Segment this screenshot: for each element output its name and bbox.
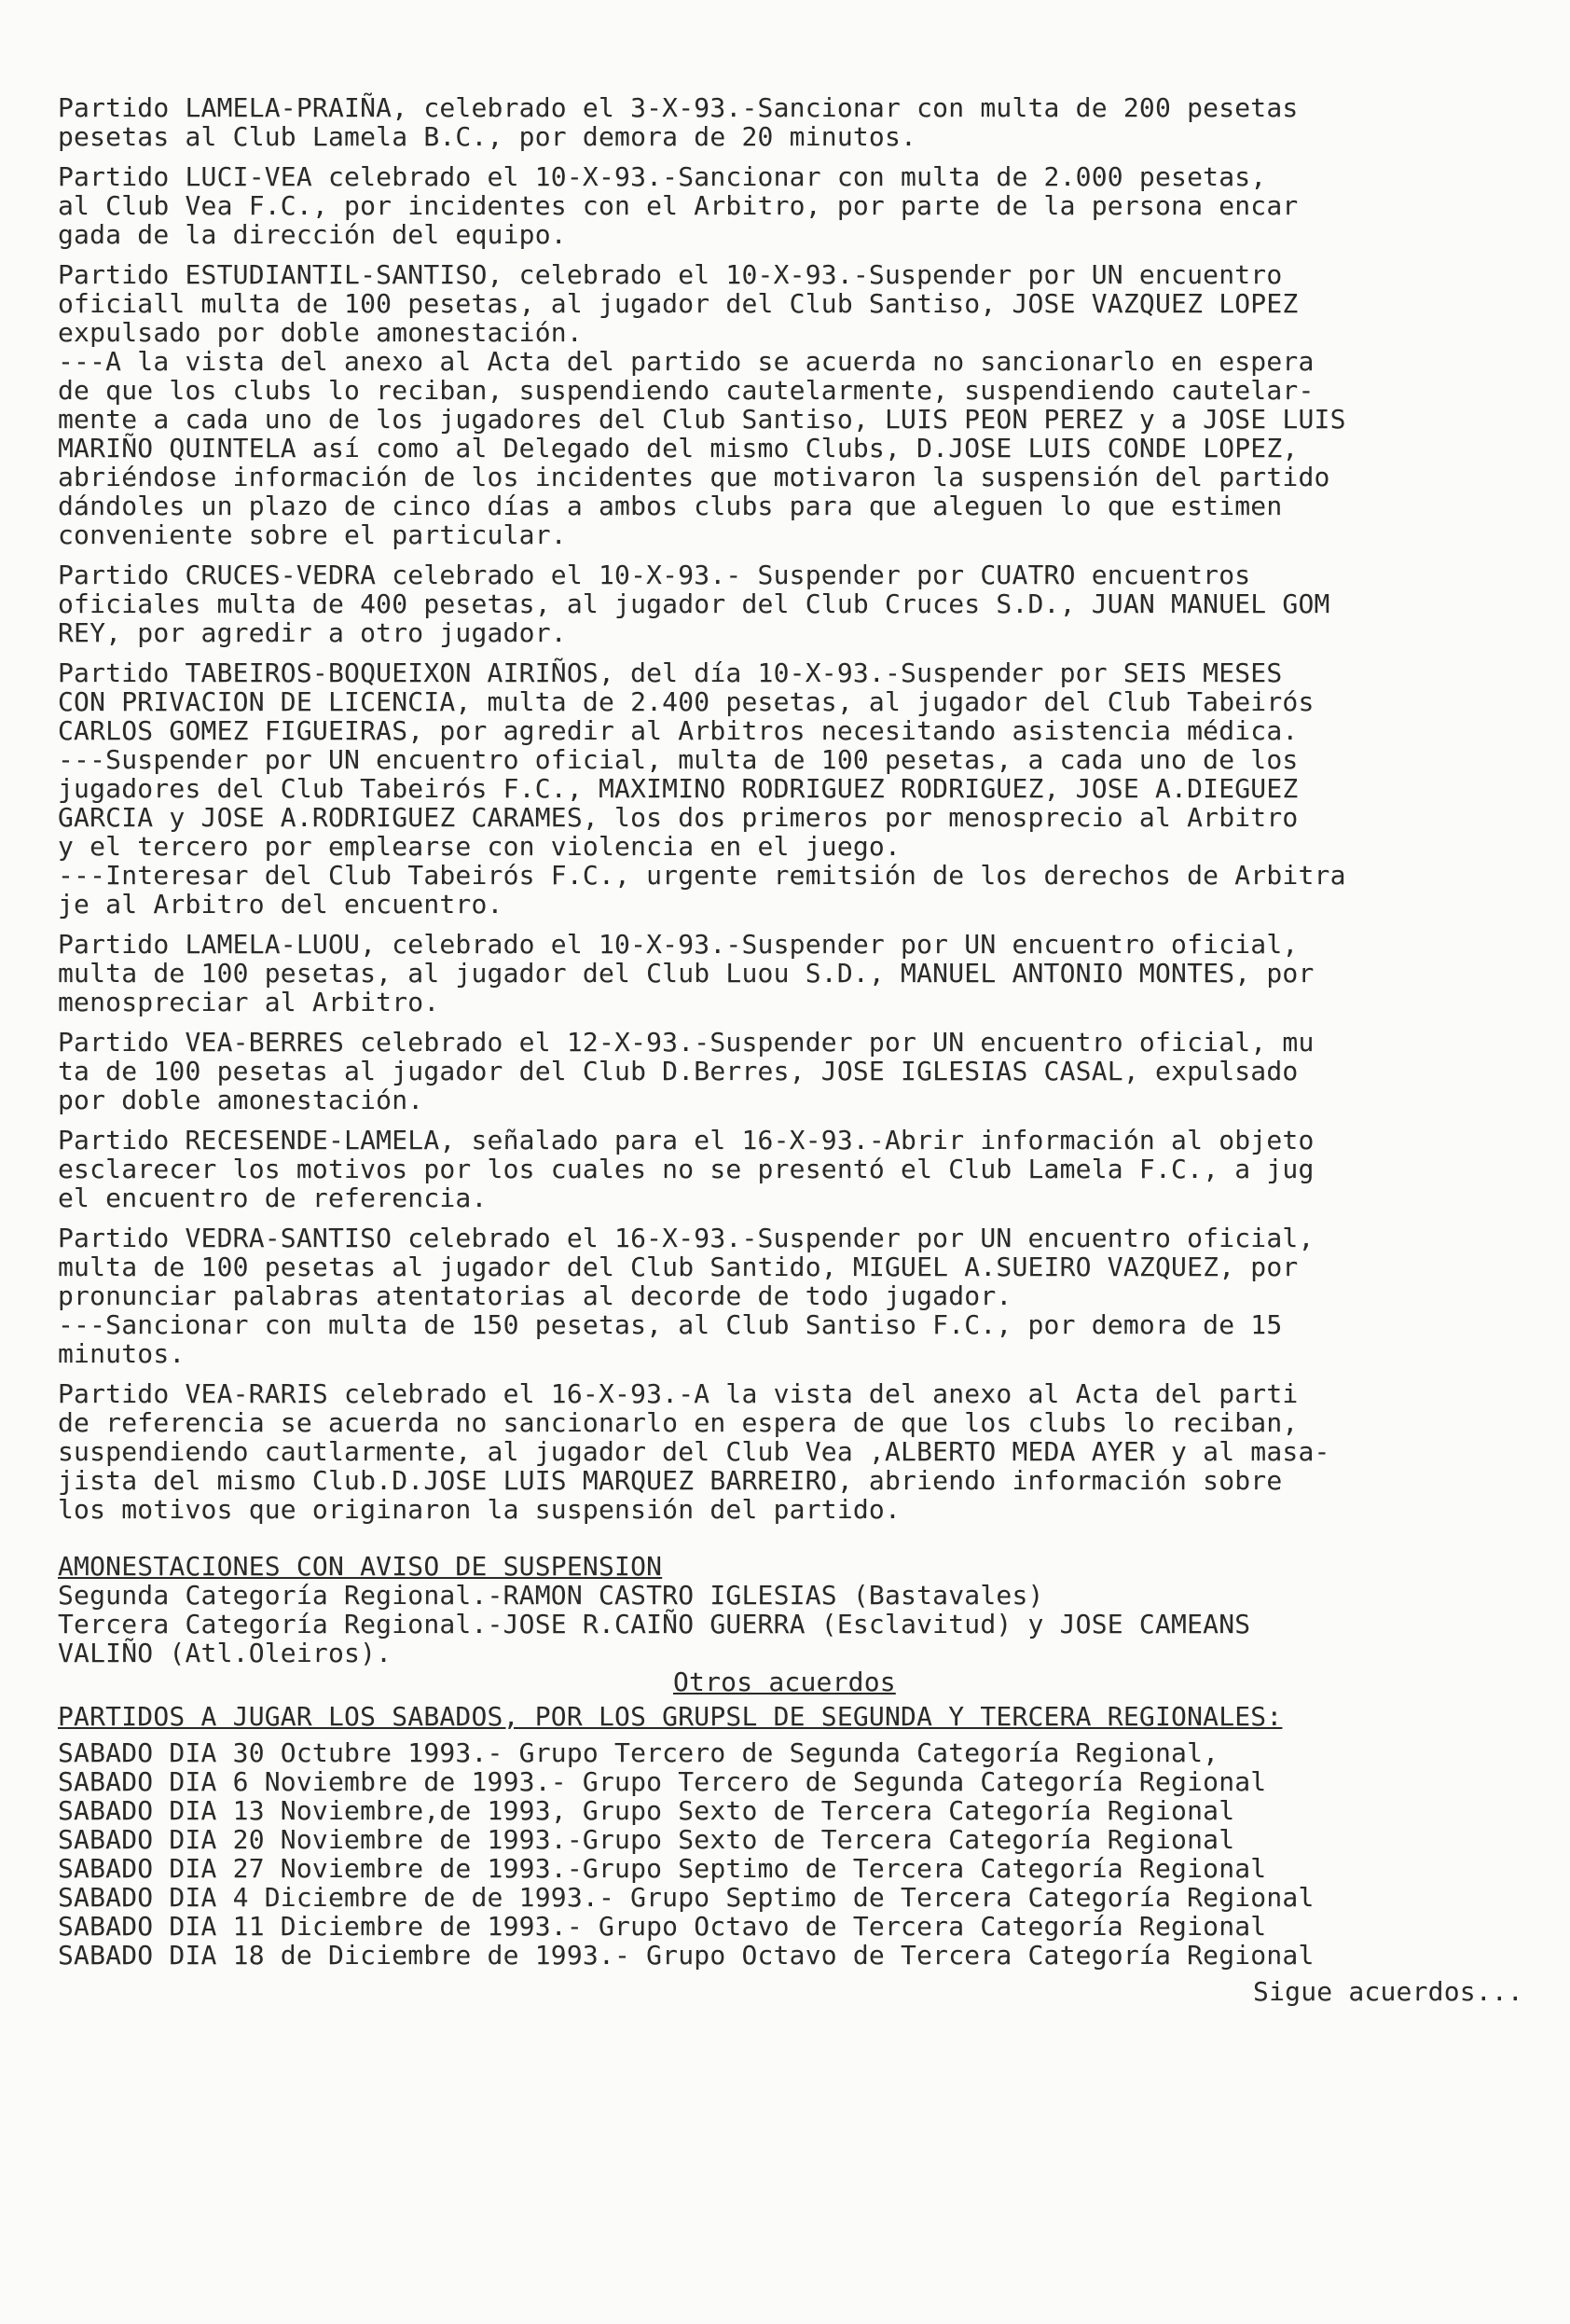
text-line: multa de 100 pesetas al jugador del Club Santido, MIGUEL A.SUEIRO VAZQUEZ, por <box>58 1252 1299 1282</box>
text-line: Partido VEA-BERRES celebrado el 12-X-93.-Suspender por UN encuentro oficial, mu <box>58 1027 1315 1058</box>
text-line: al Club Vea F.C., por incidentes con el Arbitro, por parte de la persona encar <box>58 190 1299 221</box>
text-line: por doble amonestación. <box>58 1085 424 1115</box>
text-line: oficiales multa de 400 pesetas, al jugador del Club Cruces S.D., JUAN MANUEL GOM <box>58 588 1330 619</box>
text-line: expulsado por doble amonestación. <box>58 317 583 348</box>
text-line: de referencia se acuerda no sancionarlo en espera de que los clubs lo reciban, <box>58 1407 1299 1438</box>
section-subheading: PARTIDOS A JUGAR LOS SABADOS, POR LOS GRUPSL DE SEGUNDA Y TERCERA REGIONALES: <box>58 1701 1283 1732</box>
text-line: CON PRIVACION DE LICENCIA, multa de 2.400 pesetas, al jugador del Club Tabeirós <box>58 686 1315 717</box>
text-line: menospreciar al Arbitro. <box>58 987 440 1017</box>
paragraph-vea-raris <box>58 1379 1540 1524</box>
text-line: multa de 100 pesetas, al jugador del Club Luou S.D., MANUEL ANTONIO MONTES, por <box>58 958 1315 989</box>
schedule-item: SABADO DIA 30 Octubre 1993.- Grupo Tercero de Segunda Categoría Regional, <box>58 1737 1219 1768</box>
text-line: jista del mismo Club.D.JOSE LUIS MARQUEZ BARREIRO, abriendo información sobre <box>58 1465 1283 1496</box>
text-line: Segunda Categoría Regional.-RAMON CASTRO IGLESIAS (Bastavales) <box>58 1580 1044 1611</box>
text-line: Partido CRUCES-VEDRA celebrado el 10-X-93.- Suspender por CUATRO encuentros <box>58 560 1251 590</box>
text-line: conveniente sobre el particular. <box>58 519 567 550</box>
schedule-item: SABADO DIA 11 Diciembre de 1993.- Grupo Octavo de Tercera Categoría Regional <box>58 1911 1267 1942</box>
text-line: ta de 100 pesetas al jugador del Club D.Berres, JOSE IGLESIAS CASAL, expulsado <box>58 1056 1299 1086</box>
paragraph-vedra-santiso <box>58 1224 1540 1368</box>
paragraph-lamela-luou <box>58 930 1540 1017</box>
paragraph-vea-berres <box>58 1028 1540 1114</box>
section-heading: AMONESTACIONES CON AVISO DE SUSPENSION <box>58 1551 663 1582</box>
text-line: Partido LAMELA-LUOU, celebrado el 10-X-93.-Suspender por UN encuentro oficial, <box>58 929 1299 960</box>
text-line: ---Suspender por UN encuentro oficial, multa de 100 pesetas, a cada uno de los <box>58 744 1299 775</box>
section-amonestaciones <box>58 1552 1540 1667</box>
schedule-item: SABADO DIA 6 Noviembre de 1993.- Grupo Tercero de Segunda Categoría Regional <box>58 1766 1267 1797</box>
text-line: suspendiendo cautlarmente, al jugador del Club Vea ,ALBERTO MEDA AYER y al masa- <box>58 1436 1330 1467</box>
text-line: pronunciar palabras atentatorias al decorde de todo jugador. <box>58 1280 1012 1311</box>
text-line: abriéndose información de los incidentes que motivaron la suspensión del partido <box>58 462 1330 492</box>
schedule-item: SABADO DIA 20 Noviembre de 1993.-Grupo Sexto de Tercera Categoría Regional <box>58 1824 1235 1855</box>
schedule-list <box>58 1738 1540 1970</box>
text-line: REY, por agredir a otro jugador. <box>58 617 567 648</box>
text-line: Partido VEDRA-SANTISO celebrado el 16-X-93.-Suspender por UN encuentro oficial, <box>58 1223 1315 1253</box>
text-line: Partido LUCI-VEA celebrado el 10-X-93.-Sancionar con multa de 2.000 pesetas, <box>58 161 1267 192</box>
text-line: CARLOS GOMEZ FIGUEIRAS, por agredir al Arbitros necesitando asistencia médica. <box>58 715 1299 746</box>
text-line: VALIÑO (Atl.Oleiros). <box>58 1638 392 1668</box>
schedule-item: SABADO DIA 4 Diciembre de de 1993.- Grupo Septimo de Tercera Categoría Regional <box>58 1882 1315 1913</box>
schedule-item: SABADO DIA 27 Noviembre de 1993.-Grupo Septimo de Tercera Categoría Regional <box>58 1853 1267 1884</box>
text-line: y el tercero por emplearse con violencia en el juego. <box>58 831 902 862</box>
paragraph-lamela-praina <box>58 93 1540 151</box>
text-line: dándoles un plazo de cinco días a ambos clubs para que aleguen lo que estimen <box>58 491 1283 521</box>
text-line: ---A la vista del anexo al Acta del partido se acuerda no sancionarlo en espera <box>58 346 1315 377</box>
section-heading: Otros acuerdos <box>673 1667 896 1697</box>
paragraph-estudiantil-santiso <box>58 260 1540 549</box>
text-line: jugadores del Club Tabeirós F.C., MAXIMINO RODRIGUEZ RODRIGUEZ, JOSE A.DIEGUEZ <box>58 773 1299 804</box>
text-line: ---Sancionar con multa de 150 pesetas, al Club Santiso F.C., por demora de 15 <box>58 1309 1283 1340</box>
text-line: je al Arbitro del encuentro. <box>58 889 503 920</box>
paragraph-luci-vea <box>58 162 1540 249</box>
text-line: mente a cada uno de los jugadores del Club Santiso, LUIS PEON PEREZ y a JOSE LUIS <box>58 404 1346 435</box>
text-line: el encuentro de referencia. <box>58 1183 488 1213</box>
text-line: pesetas al Club Lamela B.C., por demora de 20 minutos. <box>58 121 917 152</box>
text-line: Partido VEA-RARIS celebrado el 16-X-93.-A la vista del anexo al Acta del parti <box>58 1378 1299 1409</box>
paragraph-recesende-lamela <box>58 1126 1540 1212</box>
schedule-item: SABADO DIA 13 Noviembre,de 1993, Grupo Sexto de Tercera Categoría Regional <box>58 1795 1235 1826</box>
text-line: Partido RECESENDE-LAMELA, señalado para el 16-X-93.-Abrir información al objeto <box>58 1125 1315 1155</box>
section-otros-acuerdos <box>58 1667 1540 2006</box>
text-line: gada de la dirección del equipo. <box>58 219 567 250</box>
paragraph-cruces-vedra <box>58 560 1540 647</box>
text-line: ---Interesar del Club Tabeirós F.C., urgente remitsión de los derechos de Arbitra <box>58 860 1346 891</box>
text-line: los motivos que originaron la suspensión del partido. <box>58 1494 902 1525</box>
text-line: GARCIA y JOSE A.RODRIGUEZ CARAMES, los dos primeros por menosprecio al Arbitro <box>58 802 1299 833</box>
paragraph-tabeiros-boqueixon <box>58 658 1540 919</box>
continuation-note: Sigue acuerdos... <box>1253 1976 1523 2007</box>
text-line: Tercera Categoría Regional.-JOSE R.CAIÑO GUERRA (Esclavitud) y JOSE CAMEANS <box>58 1609 1251 1639</box>
text-line: de que los clubs lo reciban, suspendiendo cautelarmente, suspendiendo cautelar- <box>58 375 1315 406</box>
document-body <box>58 93 1540 2006</box>
text-line: Partido ESTUDIANTIL-SANTISO, celebrado el 10-X-93.-Suspender por UN encuentro <box>58 259 1283 290</box>
text-line: oficiall multa de 100 pesetas, al jugador del Club Santiso, JOSE VAZQUEZ LOPEZ <box>58 288 1299 319</box>
text-line: Partido TABEIROS-BOQUEIXON AIRIÑOS, del día 10-X-93.-Suspender por SEIS MESES <box>58 657 1283 688</box>
schedule-item: SABADO DIA 18 de Diciembre de 1993.- Grupo Octavo de Tercera Categoría Regional <box>58 1940 1315 1971</box>
text-line: esclarecer los motivos por los cuales no se presentó el Club Lamela F.C., a jug <box>58 1154 1315 1184</box>
text-line: minutos. <box>58 1338 186 1369</box>
text-line: Partido LAMELA-PRAIÑA, celebrado el 3-X-93.-Sancionar con multa de 200 pesetas <box>58 92 1299 123</box>
text-line: MARIÑO QUINTELA así como al Delegado del mismo Clubs, D.JOSE LUIS CONDE LOPEZ, <box>58 433 1299 463</box>
